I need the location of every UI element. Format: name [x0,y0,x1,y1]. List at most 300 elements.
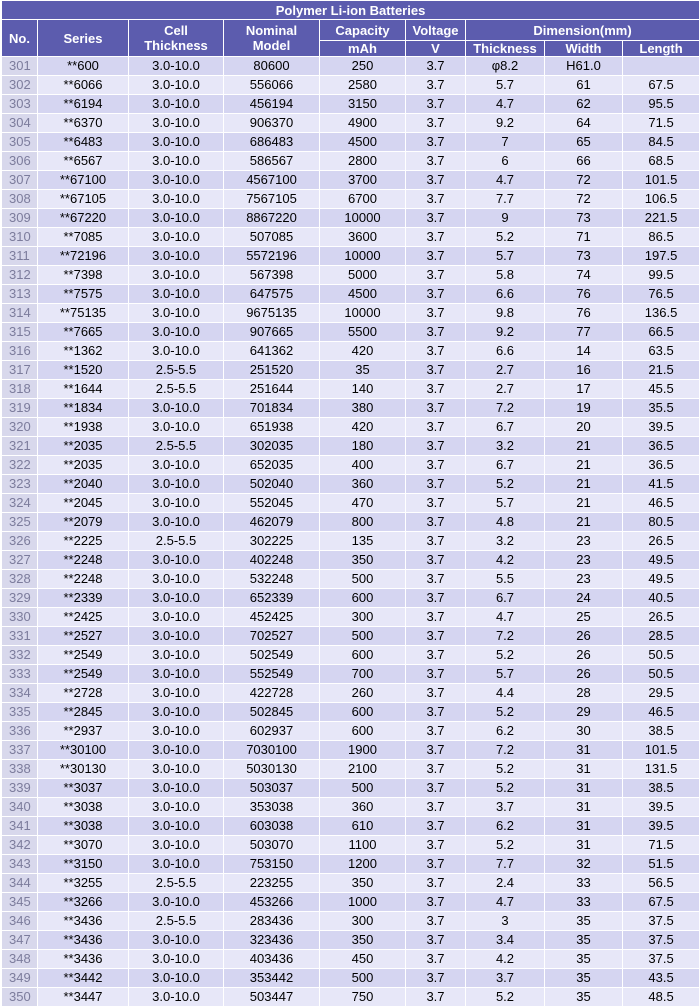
thickness-cell: 2.7 [466,380,545,399]
cell-thickness-cell: 3.0-10.0 [129,304,224,323]
battery-table [1,0,700,1007]
width-cell: 31 [545,836,623,855]
capacity-cell: 600 [320,722,406,741]
length-cell: 67.5 [623,76,700,95]
length-cell: 49.5 [623,570,700,589]
row-no: 333 [2,665,38,684]
cell-thickness-cell: 3.0-10.0 [129,988,224,1007]
capacity-cell: 500 [320,779,406,798]
thickness-cell: 4.2 [466,950,545,969]
row-no: 323 [2,475,38,494]
voltage-cell: 3.7 [406,76,466,95]
thickness-cell: 7.2 [466,741,545,760]
row-no: 301 [2,57,38,76]
width-cell: 76 [545,285,623,304]
voltage-cell: 3.7 [406,380,466,399]
series-cell: **2225 [38,532,129,551]
voltage-cell: 3.7 [406,760,466,779]
cell-thickness-cell: 3.0-10.0 [129,589,224,608]
row-no: 350 [2,988,38,1007]
row-no: 321 [2,437,38,456]
voltage-cell: 3.7 [406,836,466,855]
capacity-cell: 400 [320,456,406,475]
row-no: 313 [2,285,38,304]
row-no: 302 [2,76,38,95]
capacity-cell: 10000 [320,247,406,266]
row-no: 341 [2,817,38,836]
nominal-model-cell: 652339 [224,589,320,608]
nominal-model-cell: 647575 [224,285,320,304]
nominal-model-cell: 602937 [224,722,320,741]
length-cell: 68.5 [623,152,700,171]
table-row [2,779,700,798]
series-cell: **30100 [38,741,129,760]
thickness-cell: 7.2 [466,627,545,646]
capacity-cell: 500 [320,969,406,988]
series-cell: **2045 [38,494,129,513]
nominal-model-cell: 80600 [224,57,320,76]
voltage-cell: 3.7 [406,570,466,589]
row-no: 322 [2,456,38,475]
nominal-model-cell: 462079 [224,513,320,532]
capacity-cell: 1200 [320,855,406,874]
length-cell: 36.5 [623,437,700,456]
cell-thickness-cell: 3.0-10.0 [129,893,224,912]
width-cell: 65 [545,133,623,152]
thickness-cell: 5.2 [466,228,545,247]
thickness-cell: 5.7 [466,247,545,266]
thickness-cell: 6.7 [466,456,545,475]
series-cell: **2248 [38,570,129,589]
voltage-cell: 3.7 [406,684,466,703]
width-cell: 19 [545,399,623,418]
series-cell: **6567 [38,152,129,171]
table-row [2,893,700,912]
thickness-cell: 5.2 [466,475,545,494]
thickness-cell: 4.7 [466,95,545,114]
capacity-cell: 1000 [320,893,406,912]
cell-thickness-cell: 3.0-10.0 [129,703,224,722]
nominal-model-cell: 603038 [224,817,320,836]
nominal-model-cell: 452425 [224,608,320,627]
voltage-cell: 3.7 [406,190,466,209]
length-cell: 37.5 [623,931,700,950]
voltage-cell: 3.7 [406,779,466,798]
length-cell: 38.5 [623,779,700,798]
nominal-model-cell: 7030100 [224,741,320,760]
thickness-cell: 9 [466,209,545,228]
width-cell: 25 [545,608,623,627]
row-no: 342 [2,836,38,855]
cell-thickness-cell: 3.0-10.0 [129,722,224,741]
thickness-cell: 2.4 [466,874,545,893]
series-cell: **3255 [38,874,129,893]
nominal-model-cell: 503070 [224,836,320,855]
table-row [2,266,700,285]
row-no: 337 [2,741,38,760]
voltage-cell: 3.7 [406,209,466,228]
table-row [2,494,700,513]
series-cell: **7575 [38,285,129,304]
row-no: 348 [2,950,38,969]
table-row [2,95,700,114]
width-cell: 21 [545,494,623,513]
length-cell: 41.5 [623,475,700,494]
capacity-cell: 470 [320,494,406,513]
width-cell: 35 [545,931,623,950]
nominal-model-cell: 503037 [224,779,320,798]
header-thickness: Thickness [466,41,545,57]
width-cell: 23 [545,551,623,570]
capacity-cell: 6700 [320,190,406,209]
capacity-cell: 350 [320,551,406,570]
cell-thickness-cell: 3.0-10.0 [129,209,224,228]
table-row [2,931,700,950]
capacity-cell: 750 [320,988,406,1007]
thickness-cell: 3.2 [466,437,545,456]
nominal-model-cell: 4567100 [224,171,320,190]
nominal-model-cell: 456194 [224,95,320,114]
voltage-cell: 3.7 [406,152,466,171]
thickness-cell: 5.2 [466,779,545,798]
nominal-model-cell: 251520 [224,361,320,380]
nominal-model-cell: 283436 [224,912,320,931]
row-no: 314 [2,304,38,323]
thickness-cell: 6 [466,152,545,171]
cell-thickness-cell: 3.0-10.0 [129,551,224,570]
length-cell: 86.5 [623,228,700,247]
thickness-cell: 5.7 [466,665,545,684]
length-cell: 197.5 [623,247,700,266]
capacity-cell: 380 [320,399,406,418]
voltage-cell: 3.7 [406,646,466,665]
voltage-cell: 3.7 [406,456,466,475]
row-no: 331 [2,627,38,646]
cell-thickness-cell: 3.0-10.0 [129,608,224,627]
table-row [2,152,700,171]
voltage-cell: 3.7 [406,798,466,817]
capacity-cell: 1100 [320,836,406,855]
row-no: 324 [2,494,38,513]
header-voltage: Voltage [406,20,466,41]
row-no: 345 [2,893,38,912]
width-cell: 72 [545,171,623,190]
nominal-model-cell: 507085 [224,228,320,247]
nominal-model-cell: 641362 [224,342,320,361]
cell-thickness-cell: 3.0-10.0 [129,76,224,95]
capacity-cell: 600 [320,703,406,722]
cell-thickness-cell: 3.0-10.0 [129,513,224,532]
row-no: 334 [2,684,38,703]
width-cell: 71 [545,228,623,247]
nominal-model-cell: 5030130 [224,760,320,779]
series-cell: **75135 [38,304,129,323]
cell-thickness-cell: 3.0-10.0 [129,399,224,418]
length-cell: 95.5 [623,95,700,114]
length-cell: 71.5 [623,114,700,133]
table-row [2,209,700,228]
voltage-cell: 3.7 [406,532,466,551]
length-cell: 39.5 [623,798,700,817]
width-cell: 61 [545,76,623,95]
thickness-cell: 5.2 [466,836,545,855]
width-cell: 26 [545,627,623,646]
voltage-cell: 3.7 [406,665,466,684]
table-row [2,684,700,703]
cell-thickness-cell: 3.0-10.0 [129,855,224,874]
voltage-cell: 3.7 [406,874,466,893]
width-cell: 26 [545,665,623,684]
voltage-cell: 3.7 [406,950,466,969]
nominal-model-cell: 586567 [224,152,320,171]
table-row [2,342,700,361]
thickness-cell: 5.7 [466,494,545,513]
capacity-cell: 300 [320,912,406,931]
series-cell: **2339 [38,589,129,608]
voltage-cell: 3.7 [406,855,466,874]
width-cell: 62 [545,95,623,114]
cell-thickness-cell: 3.0-10.0 [129,969,224,988]
nominal-model-cell: 403436 [224,950,320,969]
cell-thickness-cell: 3.0-10.0 [129,152,224,171]
cell-thickness-cell: 2.5-5.5 [129,874,224,893]
length-cell: 221.5 [623,209,700,228]
capacity-cell: 35 [320,361,406,380]
length-cell: 37.5 [623,912,700,931]
nominal-model-cell: 532248 [224,570,320,589]
table-row [2,304,700,323]
table-row [2,703,700,722]
cell-thickness-cell: 3.0-10.0 [129,950,224,969]
thickness-cell: 4.7 [466,893,545,912]
table-row [2,57,700,76]
voltage-cell: 3.7 [406,988,466,1007]
capacity-cell: 4900 [320,114,406,133]
table-row [2,114,700,133]
row-no: 325 [2,513,38,532]
nominal-model-cell: 353038 [224,798,320,817]
thickness-cell: 4.7 [466,171,545,190]
nominal-model-cell: 251644 [224,380,320,399]
length-cell: 45.5 [623,380,700,399]
width-cell: 35 [545,950,623,969]
cell-thickness-cell: 3.0-10.0 [129,494,224,513]
series-cell: **3436 [38,931,129,950]
voltage-cell: 3.7 [406,475,466,494]
table-row [2,247,700,266]
series-cell: **2527 [38,627,129,646]
thickness-cell: 5.5 [466,570,545,589]
row-no: 304 [2,114,38,133]
cell-thickness-cell: 3.0-10.0 [129,931,224,950]
cell-thickness-cell: 3.0-10.0 [129,57,224,76]
row-no: 319 [2,399,38,418]
cell-thickness-cell: 3.0-10.0 [129,285,224,304]
table-row [2,741,700,760]
capacity-cell: 600 [320,646,406,665]
cell-thickness-cell: 2.5-5.5 [129,912,224,931]
cell-thickness-cell: 3.0-10.0 [129,475,224,494]
width-cell: 33 [545,874,623,893]
voltage-cell: 3.7 [406,931,466,950]
length-cell: 43.5 [623,969,700,988]
capacity-cell: 500 [320,627,406,646]
voltage-cell: 3.7 [406,551,466,570]
table-body [2,57,700,1007]
capacity-cell: 500 [320,570,406,589]
voltage-cell: 3.7 [406,513,466,532]
length-cell: 67.5 [623,893,700,912]
width-cell: 31 [545,741,623,760]
capacity-cell: 350 [320,931,406,950]
series-cell: **3070 [38,836,129,855]
length-cell: 35.5 [623,399,700,418]
nominal-model-cell: 651938 [224,418,320,437]
nominal-model-cell: 453266 [224,893,320,912]
row-no: 339 [2,779,38,798]
row-no: 329 [2,589,38,608]
series-cell: **3447 [38,988,129,1007]
width-cell: 35 [545,988,623,1007]
capacity-cell: 1900 [320,741,406,760]
series-cell: **72196 [38,247,129,266]
nominal-model-cell: 652035 [224,456,320,475]
width-cell: 35 [545,969,623,988]
thickness-cell: φ8.2 [466,57,545,76]
voltage-cell: 3.7 [406,969,466,988]
thickness-cell: 7.2 [466,399,545,418]
cell-thickness-cell: 3.0-10.0 [129,779,224,798]
voltage-cell: 3.7 [406,399,466,418]
series-cell: **2549 [38,646,129,665]
row-no: 343 [2,855,38,874]
table-row [2,912,700,931]
table-row [2,323,700,342]
cell-thickness-cell: 3.0-10.0 [129,171,224,190]
nominal-model-cell: 552045 [224,494,320,513]
table-title: Polymer Li-ion Batteries [2,1,700,20]
width-cell: 76 [545,304,623,323]
nominal-model-cell: 402248 [224,551,320,570]
row-no: 316 [2,342,38,361]
row-no: 308 [2,190,38,209]
table-row [2,570,700,589]
length-cell: 48.5 [623,988,700,1007]
series-cell: **67220 [38,209,129,228]
length-cell: 29.5 [623,684,700,703]
thickness-cell: 4.2 [466,551,545,570]
capacity-cell: 3700 [320,171,406,190]
capacity-cell: 140 [320,380,406,399]
row-no: 335 [2,703,38,722]
header-dimension: Dimension(mm) [466,20,700,41]
thickness-cell: 3.7 [466,798,545,817]
header-cell-thickness: Cell Thickness [129,20,224,57]
row-no: 347 [2,931,38,950]
header-capacity-unit: mAh [320,41,406,57]
width-cell: 72 [545,190,623,209]
capacity-cell: 420 [320,342,406,361]
table-row [2,190,700,209]
width-cell: 24 [545,589,623,608]
voltage-cell: 3.7 [406,817,466,836]
thickness-cell: 6.6 [466,285,545,304]
header-voltage-unit: V [406,41,466,57]
table-row [2,798,700,817]
row-no: 310 [2,228,38,247]
table-row [2,228,700,247]
nominal-model-cell: 567398 [224,266,320,285]
table-row [2,646,700,665]
cell-thickness-cell: 3.0-10.0 [129,456,224,475]
length-cell: 63.5 [623,342,700,361]
cell-thickness-cell: 3.0-10.0 [129,114,224,133]
width-cell: 31 [545,798,623,817]
width-cell: 77 [545,323,623,342]
thickness-cell: 6.7 [466,418,545,437]
table-row [2,627,700,646]
width-cell: 16 [545,361,623,380]
length-cell: 56.5 [623,874,700,893]
thickness-cell: 3.7 [466,969,545,988]
width-cell: 23 [545,532,623,551]
series-cell: **600 [38,57,129,76]
cell-thickness-cell: 3.0-10.0 [129,247,224,266]
table-row [2,665,700,684]
length-cell: 26.5 [623,608,700,627]
table-row [2,171,700,190]
voltage-cell: 3.7 [406,418,466,437]
voltage-cell: 3.7 [406,589,466,608]
capacity-cell: 300 [320,608,406,627]
header-width: Width [545,41,623,57]
voltage-cell: 3.7 [406,494,466,513]
length-cell: 51.5 [623,855,700,874]
nominal-model-cell: 502845 [224,703,320,722]
length-cell: 84.5 [623,133,700,152]
row-no: 344 [2,874,38,893]
cell-thickness-cell: 3.0-10.0 [129,133,224,152]
thickness-cell: 4.7 [466,608,545,627]
cell-thickness-cell: 3.0-10.0 [129,627,224,646]
cell-thickness-cell: 3.0-10.0 [129,646,224,665]
thickness-cell: 6.7 [466,589,545,608]
series-cell: **7665 [38,323,129,342]
nominal-model-cell: 422728 [224,684,320,703]
length-cell: 76.5 [623,285,700,304]
capacity-cell: 2580 [320,76,406,95]
table-row [2,722,700,741]
row-no: 346 [2,912,38,931]
table-row [2,475,700,494]
series-cell: **2845 [38,703,129,722]
cell-thickness-cell: 3.0-10.0 [129,760,224,779]
width-cell: 66 [545,152,623,171]
cell-thickness-cell: 3.0-10.0 [129,323,224,342]
length-cell: 106.5 [623,190,700,209]
voltage-cell: 3.7 [406,703,466,722]
length-cell: 101.5 [623,741,700,760]
header-length: Length [623,41,700,57]
cell-thickness-cell: 3.0-10.0 [129,684,224,703]
table-row [2,532,700,551]
width-cell: 30 [545,722,623,741]
series-cell: **2728 [38,684,129,703]
width-cell: H61.0 [545,57,623,76]
nominal-model-cell: 302035 [224,437,320,456]
header-no: No. [2,20,38,57]
cell-thickness-cell: 3.0-10.0 [129,836,224,855]
